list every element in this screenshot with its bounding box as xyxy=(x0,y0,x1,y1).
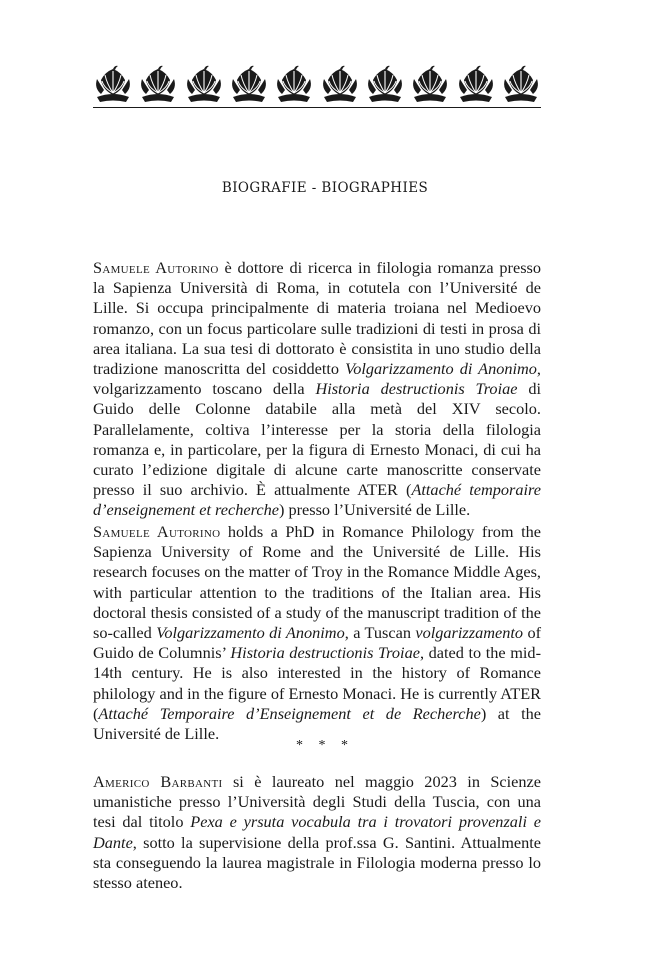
biography-en-autorino: Samuele Autorino holds a PhD in Romance Philology from the Sapienza University of Rome and the Université de Lille. His research focuses on the matter of Troy in the Romance Middle Ages, with particular attention to the traditions of the Italian area. His doctoral thesis consisted of a study of the manuscript tradition of the so-called Volgarizzamento di Anonimo, a Tuscan volgarizzamento of Guido de Columnis’ Historia destructionis Troiae, dated to the mid-14th century. He is also interested in the history of Romance philology and in the figure of Ernesto Monaci. He is currently ATER (Attaché Temporaire d’Enseignement et de Recherche) at the Université de Lille. xyxy=(93,522,542,744)
pomegranate-ornament-icon xyxy=(138,64,178,104)
biography-it-autorino: Samuele Autorino è dottore di ricerca in filologia romanza presso la Sapienza Università di Roma, in cotutela con l’Université de Lille. Si occupa principalmente di materia troiana nel Medioevo romanzo, con un focus particolare sulle tradizioni di testi in prosa di area italiana. La sua tesi di dottorato è consistita in uno studio della tradizione manoscritta del cosiddetto Volgarizzamento di Anonimo, volgarizzamento toscano della Historia destructionis Troiae di Guido delle Colonne databile alla metà del XIV secolo. Parallelamente, coltiva l’interesse per la storia della filologia romanza e, in particolare, per la figura di Ernesto Monaci, di cui ha curato l’edizione digitale di alcune carte manoscritte conservate presso il suo archivio. È attualmente ATER (Attaché temporaire d’enseignement et recherche) presso l’Université de Lille. xyxy=(93,258,542,520)
pomegranate-ornament-icon xyxy=(456,64,496,104)
biography-it-barbanti: Americo Barbanti si è laureato nel maggio 2023 in Scienze umanistiche presso l’Università degli Studi della Tuscia, con una tesi dal titolo Pexa e yrsuta vocabula tra i trovatori provenzali e Dante, sotto la supervisione della prof.ssa G. Santini. Attualmente sta conseguendo la laurea magistrale in Filologia moderna presso lo stesso ateneo. xyxy=(93,772,542,893)
pomegranate-ornament-icon xyxy=(501,64,541,104)
header-rule xyxy=(93,107,541,108)
pomegranate-ornament-icon xyxy=(184,64,224,104)
ornament-border xyxy=(93,64,541,104)
author-name: Americo Barbanti xyxy=(93,772,223,791)
page-title: BIOGRAFIE - BIOGRAPHIES xyxy=(221,180,429,196)
section-separator: * * * xyxy=(296,738,354,753)
author-name: Samuele Autorino xyxy=(93,522,221,541)
pomegranate-ornament-icon xyxy=(274,64,314,104)
pomegranate-ornament-icon xyxy=(410,64,450,104)
pomegranate-ornament-icon xyxy=(229,64,269,104)
author-name: Samuele Autorino xyxy=(93,258,219,277)
pomegranate-ornament-icon xyxy=(365,64,405,104)
pomegranate-ornament-icon xyxy=(320,64,360,104)
pomegranate-ornament-icon xyxy=(93,64,133,104)
